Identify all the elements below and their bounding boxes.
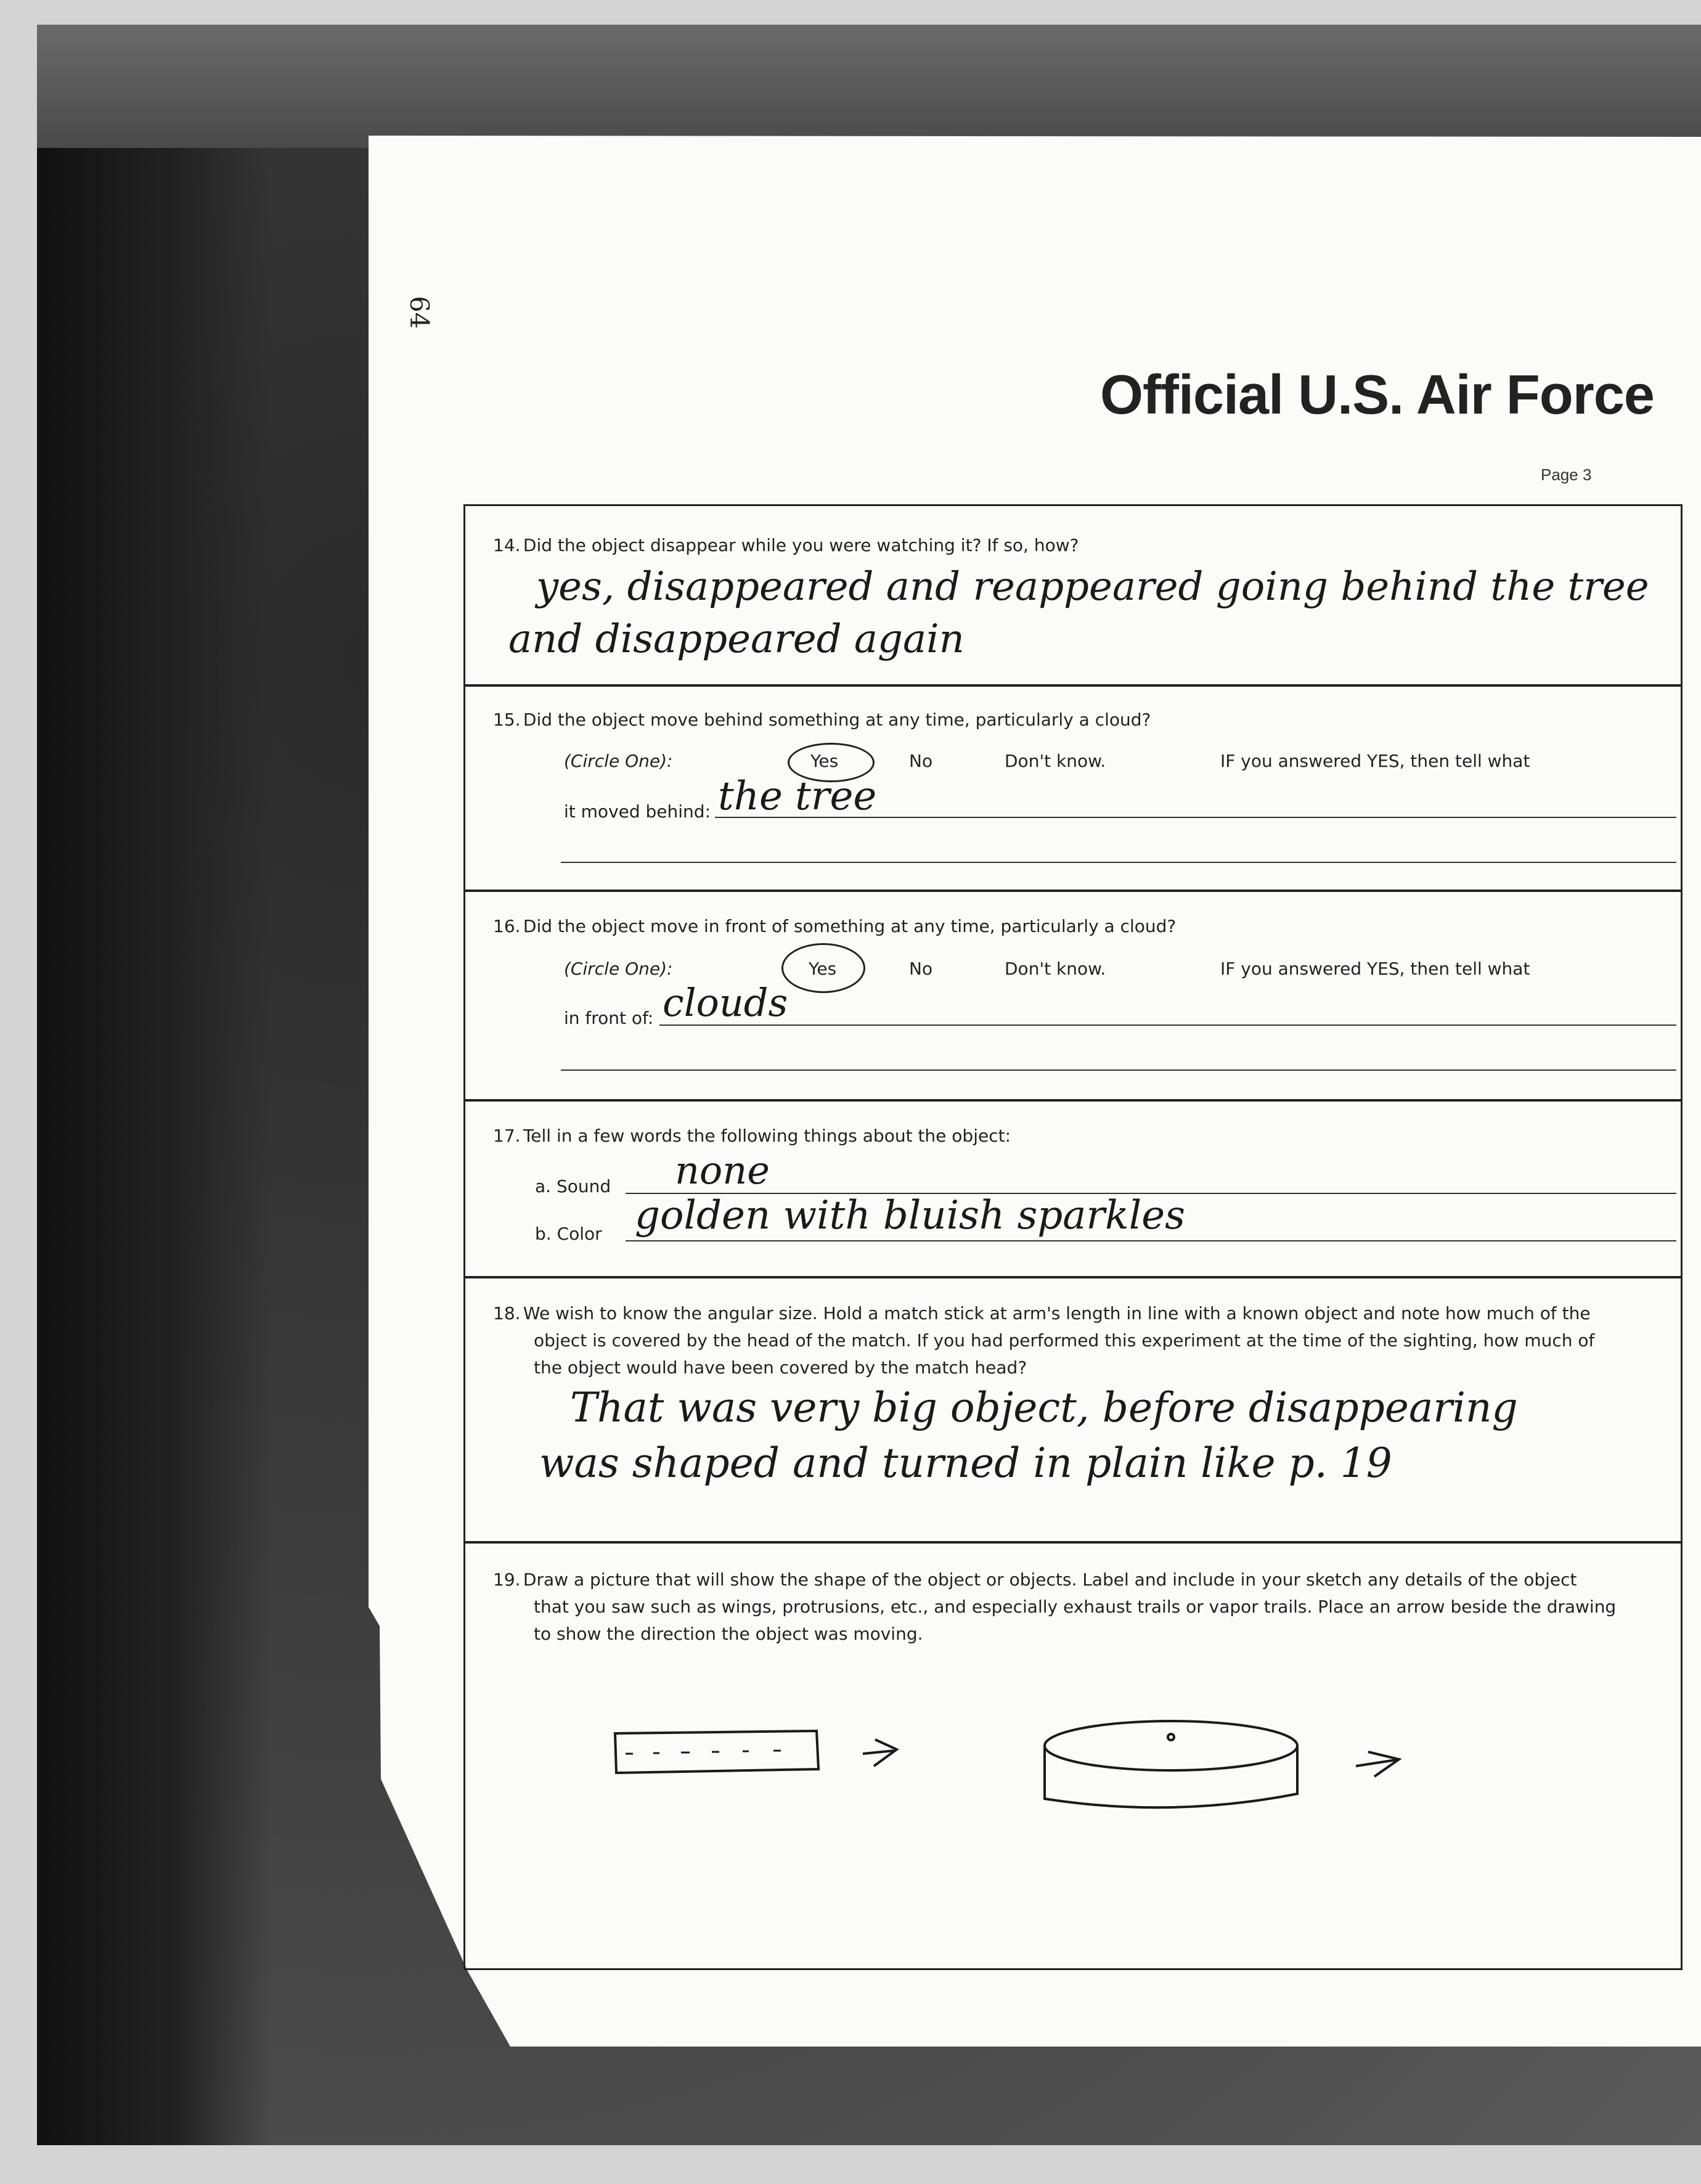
question-16 <box>493 912 1176 941</box>
question-14-text: Did the object disappear while you were watching it? If so, how? <box>523 535 1079 555</box>
q17-color-label: b. Color <box>535 1224 602 1244</box>
q16-option-yes[interactable]: Yes <box>809 959 837 979</box>
q18-answer-line-2: was shaped and turned in plain like p. 19 <box>539 1439 1392 1487</box>
question-17-number: 17. <box>493 1126 521 1146</box>
question-14-number: 14. <box>493 535 521 555</box>
q14-answer-line-2: and disappeared again <box>508 616 965 662</box>
q16-answer: clouds <box>663 980 788 1025</box>
q17-color-line <box>626 1240 1676 1241</box>
arrow-icon <box>863 1740 897 1766</box>
q17-sound-answer: none <box>675 1148 770 1193</box>
q15-followup-label: it moved behind: <box>564 801 711 822</box>
q17-sound-label: a. Sound <box>535 1176 611 1196</box>
question-17 <box>493 1122 1011 1150</box>
question-17-text: Tell in a few words the following things about the object: <box>523 1126 1011 1146</box>
q15-if-yes-text: IF you answered YES, then tell what <box>1220 751 1530 771</box>
q15-extra-line <box>561 862 1676 863</box>
page-label: Page 3 <box>1541 465 1592 484</box>
q15-option-yes[interactable]: Yes <box>810 751 839 771</box>
q18-answer-line-1: That was very big object, before disappearing <box>570 1384 1518 1431</box>
disc-view-sketch <box>1045 1721 1297 1807</box>
question-18-text-line-2: object is covered by the head of the match. If you had performed this experiment at the time of the sighting, how much of <box>534 1330 1595 1351</box>
form-header-title: Official U.S. Air Force <box>1100 364 1654 426</box>
arrow-icon <box>1356 1752 1399 1777</box>
photocopy-top-band <box>37 25 1701 148</box>
question-15 <box>493 706 1151 734</box>
section-divider <box>463 1541 1683 1544</box>
question-16-text: Did the object move in front of something at any time, particularly a cloud? <box>523 916 1177 936</box>
q14-answer-line-1: yes, disappeared and reappeared going behind the tree <box>536 564 1649 610</box>
question-15-number: 15. <box>493 710 521 730</box>
q16-option-dont-know[interactable]: Don't know. <box>1005 959 1106 979</box>
question-18-number: 18. <box>493 1303 521 1323</box>
section-divider <box>463 684 1683 687</box>
side-view-sketch <box>615 1731 818 1773</box>
question-18-text-line-1: We wish to know the angular size. Hold a match stick at arm's length in line with a known object and note how much of the <box>523 1303 1591 1323</box>
q16-circle-label: (Circle One): <box>564 959 673 979</box>
q15-option-dont-know[interactable]: Don't know. <box>1005 751 1106 771</box>
question-15-text: Did the object move behind something at any time, particularly a cloud? <box>523 710 1151 730</box>
q15-answer: the tree <box>718 774 877 819</box>
section-divider <box>463 890 1683 892</box>
question-19-text-line-2: that you saw such as wings, protrusions, etc., and especially exhaust trails or vapor trails. Place an arrow beside the drawing <box>534 1597 1617 1617</box>
q16-extra-line <box>561 1070 1676 1071</box>
question-19 <box>493 1566 1577 1594</box>
q16-followup-label: in front of: <box>564 1008 654 1028</box>
q16-answer-line <box>659 1025 1676 1026</box>
question-18-text-line-3: the object would have been covered by the match head? <box>534 1357 1027 1378</box>
question-16-number: 16. <box>493 916 521 936</box>
q17-color-answer: golden with bluish sparkles <box>635 1193 1185 1238</box>
q16-option-no[interactable]: No <box>909 959 933 979</box>
margin-page-number: 64 <box>404 296 434 329</box>
q15-circle-label: (Circle One): <box>564 751 673 771</box>
q15-answer-line <box>715 817 1676 818</box>
question-19-text-line-3: to show the direction the object was moving. <box>534 1624 923 1644</box>
question-19-text-line-1: Draw a picture that will show the shape of the object or objects. Label and include in your sketch any details of the object <box>523 1569 1577 1590</box>
object-sketch <box>604 1708 1424 1831</box>
q16-if-yes-text: IF you answered YES, then tell what <box>1220 959 1530 979</box>
q15-option-no[interactable]: No <box>909 751 933 771</box>
section-divider <box>463 1276 1683 1278</box>
question-18 <box>493 1299 1591 1328</box>
question-14 <box>493 531 1079 560</box>
section-divider <box>463 1099 1683 1102</box>
question-19-number: 19. <box>493 1569 521 1590</box>
